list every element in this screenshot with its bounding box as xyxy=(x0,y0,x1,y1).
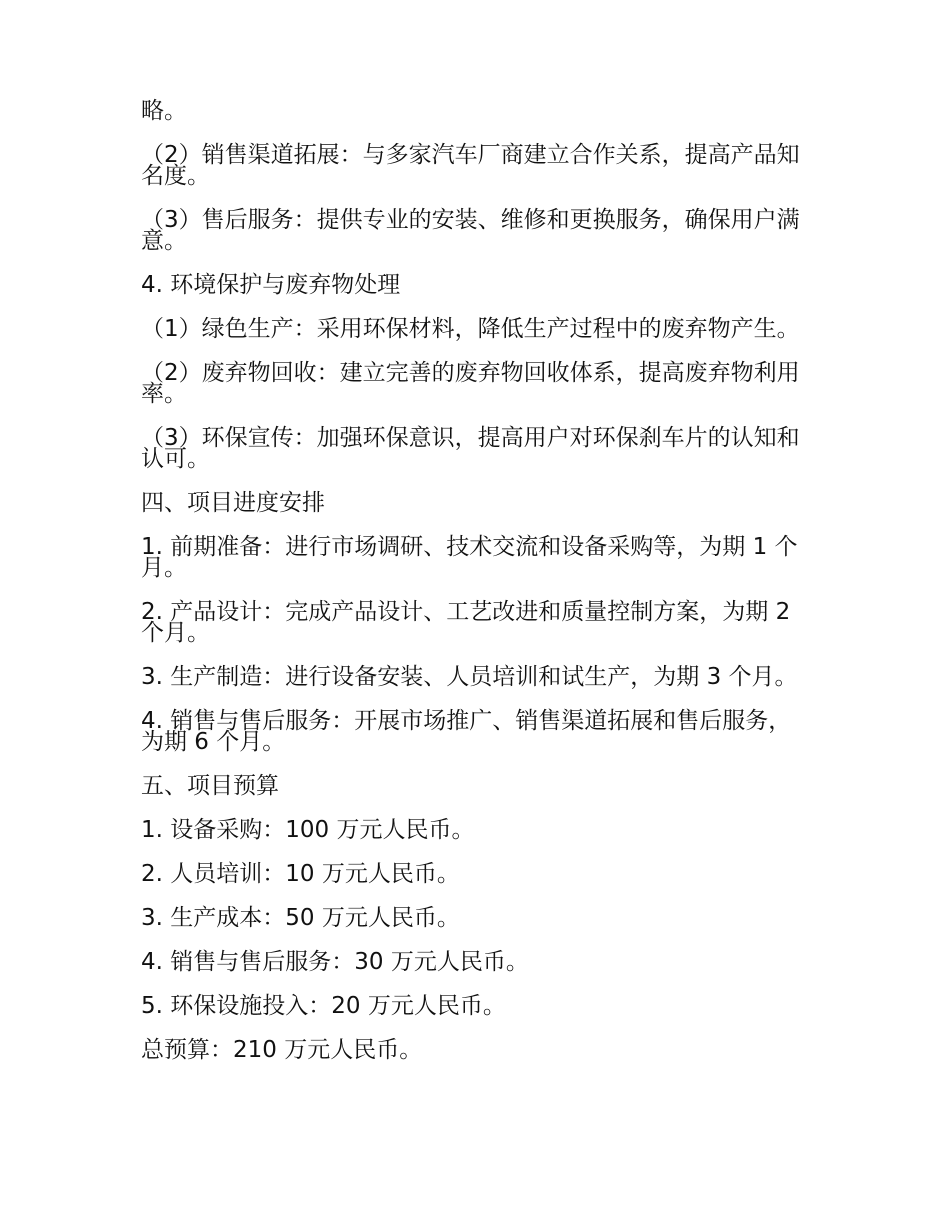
budget-item-training: 2. 人员培训：10 万元人民币。 xyxy=(141,861,460,887)
paragraph-green-production: （1）绿色生产：采用环保材料，降低生产过程中的废弃物产生。 xyxy=(141,316,800,342)
paragraph-manufacturing: 3. 生产制造：进行设备安装、人员培训和试生产，为期 3 个月。 xyxy=(141,664,798,690)
budget-item-production: 3. 生产成本：50 万元人民币。 xyxy=(141,905,460,931)
paragraph-sales-service: 4. 销售与售后服务：开展市场推广、销售渠道拓展和售后服务，为期 6 个月。 xyxy=(141,708,792,755)
budget-item-environment: 5. 环保设施投入：20 万元人民币。 xyxy=(141,993,506,1019)
budget-item-sales: 4. 销售与售后服务：30 万元人民币。 xyxy=(141,949,529,975)
paragraph-preparation: 1. 前期准备：进行市场调研、技术交流和设备采购等，为期 1 个月。 xyxy=(141,534,798,581)
paragraph-strategy-end: 略。 xyxy=(141,98,187,124)
budget-total: 总预算：210 万元人民币。 xyxy=(141,1037,423,1063)
heading-schedule: 四、项目进度安排 xyxy=(141,490,325,516)
paragraph-eco-promotion: （3）环保宣传：加强环保意识，提高用户对环保刹车片的认知和认可。 xyxy=(141,425,800,472)
paragraph-product-design: 2. 产品设计：完成产品设计、工艺改进和质量控制方案，为期 2 个月。 xyxy=(141,599,791,646)
paragraph-sales-channel: （2）销售渠道拓展：与多家汽车厂商建立合作关系，提高产品知名度。 xyxy=(141,142,800,189)
heading-budget: 五、项目预算 xyxy=(141,773,279,799)
budget-item-equipment: 1. 设备采购：100 万元人民币。 xyxy=(141,817,475,843)
document-body xyxy=(141,98,811,1084)
paragraph-waste-recycling: （2）废弃物回收：建立完善的废弃物回收体系，提高废弃物利用率。 xyxy=(141,360,800,407)
heading-environment: 4. 环境保护与废弃物处理 xyxy=(141,272,401,298)
paragraph-after-sales: （3）售后服务：提供专业的安装、维修和更换服务，确保用户满意。 xyxy=(141,207,800,254)
